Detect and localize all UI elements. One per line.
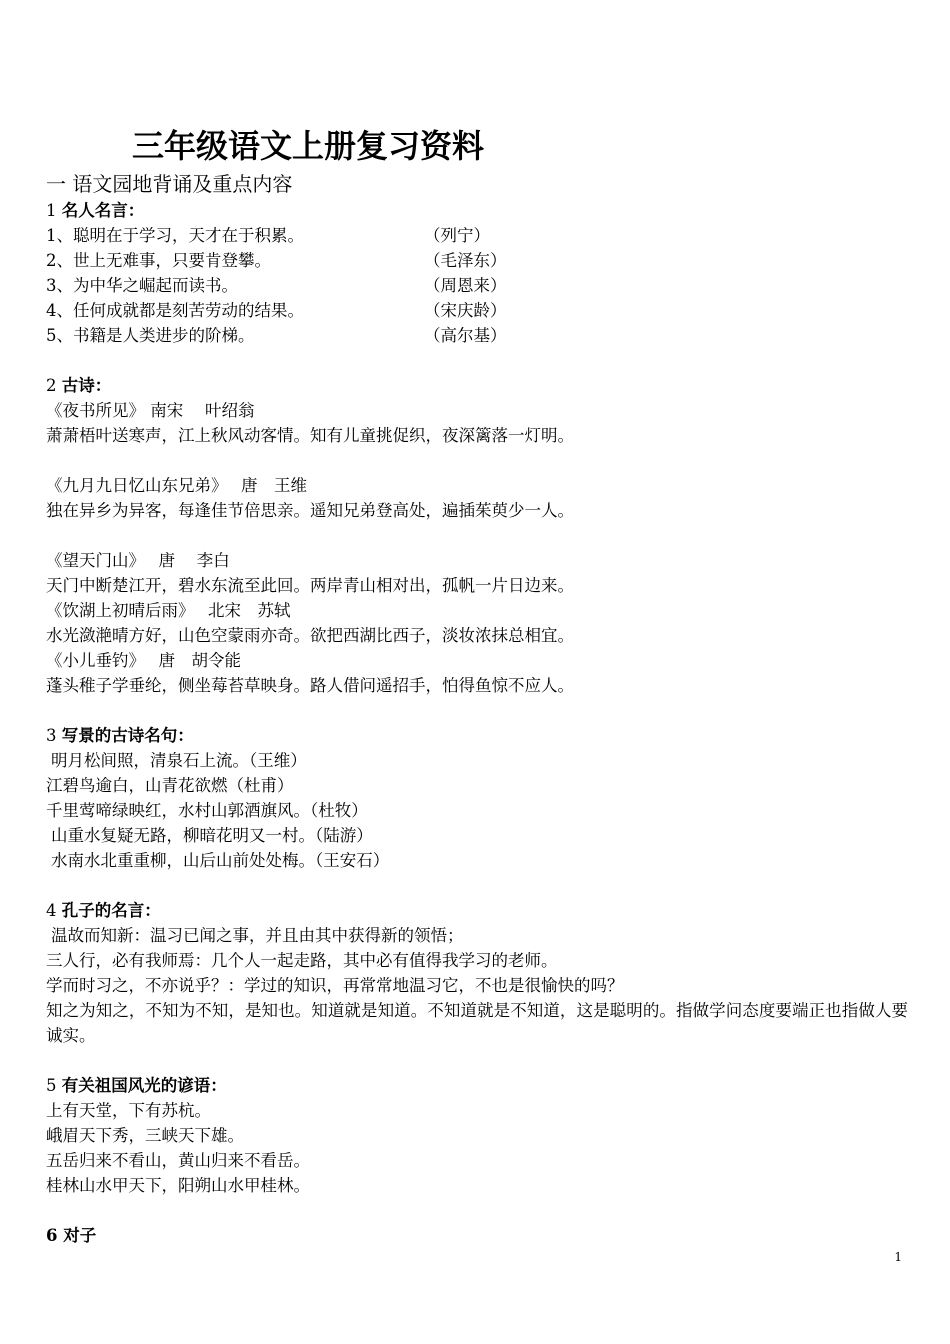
heading-label: 名人名言： xyxy=(61,201,145,220)
scenery-line: 江碧鸟逾白，山青花欲燃（杜甫） xyxy=(46,776,294,795)
poem-body: 水光潋滟晴方好，山色空蒙雨亦奇。欲把西湖比西子，淡妆浓抹总相宜。 xyxy=(46,626,574,645)
document-body xyxy=(46,170,908,1248)
quote-text: 2、世上无难事，只要肯登攀。 xyxy=(46,251,271,270)
quote-row xyxy=(46,273,908,298)
proverb: 峨眉天下秀，三峡天下雄。 xyxy=(46,1126,244,1145)
poem-title: 《小儿垂钓》 唐 胡令能 xyxy=(46,651,241,670)
proverb: 上有天堂，下有苏杭。 xyxy=(46,1101,211,1120)
confucius-saying: 学而时习之，不亦说乎？：学过的知识，再常常地温习它，不也是很愉快的吗？ xyxy=(46,976,624,995)
heading-label: 孔子的名言： xyxy=(61,901,161,920)
quote-text: 5、书籍是人类进步的阶梯。 xyxy=(46,326,255,345)
heading-label: 6 对子 xyxy=(46,1226,97,1245)
proverb: 桂林山水甲天下，阳朔山水甲桂林。 xyxy=(46,1176,310,1195)
spacer xyxy=(46,348,908,373)
scenery-lines-heading xyxy=(46,723,908,748)
quote-author: （周恩来） xyxy=(424,276,507,295)
heading-label: 古诗： xyxy=(61,376,112,395)
scenery-line: 明月松间照，清泉石上流。（王维） xyxy=(51,751,307,770)
confucius-saying: 温故而知新：温习已闻之事，并且由其中获得新的领悟； xyxy=(51,926,464,945)
poem-body: 天门中断楚江开，碧水东流至此回。两岸青山相对出，孤帆一片日边来。 xyxy=(46,576,574,595)
confucius-saying: 三人行，必有我师焉：几个人一起走路，其中必有值得我学习的老师。 xyxy=(46,951,558,970)
scenery-line: 山重水复疑无路，柳暗花明又一村。（陆游） xyxy=(51,826,373,845)
heading-number: 4 xyxy=(46,901,57,920)
poem-title: 《九月九日忆山东兄弟》 唐 王维 xyxy=(46,476,307,495)
spacer xyxy=(46,523,908,548)
quote-author: （列宁） xyxy=(424,226,490,245)
scenery-line: 水南水北重重柳，山后山前处处梅。（王安石） xyxy=(51,851,390,870)
quote-text: 3、为中华之崛起而读书。 xyxy=(46,276,238,295)
confucius-heading xyxy=(46,898,908,923)
quote-author: （宋庆龄） xyxy=(424,301,507,320)
poems-heading xyxy=(46,373,908,398)
spacer xyxy=(46,873,908,898)
confucius-saying: 知之为知之，不知为不知，是知也。知道就是知道。不知道就是不知道，这是聪明的。指做学问态度要端正也指做人要诚实。 xyxy=(46,1001,908,1045)
poem-body: 独在异乡为异客，每逢佳节倍思亲。遥知兄弟登高处，遍插茱萸少一人。 xyxy=(46,501,574,520)
poem-title: 《望天门山》 唐 李白 xyxy=(46,551,230,570)
heading-label: 写景的古诗名句： xyxy=(61,726,194,745)
poem-title: 《夜书所见》 南宋 叶绍翁 xyxy=(46,401,255,420)
quote-author: （高尔基） xyxy=(424,326,507,345)
page-number: 1 xyxy=(894,1250,902,1264)
heading-number: 3 xyxy=(46,726,57,745)
quote-row xyxy=(46,248,908,273)
proverbs-heading xyxy=(46,1073,908,1098)
quote-row xyxy=(46,223,908,248)
quote-author: （毛泽东） xyxy=(424,251,507,270)
famous-quotes-heading xyxy=(46,198,908,223)
quote-text: 1、聪明在于学习，天才在于积累。 xyxy=(46,226,304,245)
section-title: 一 语文园地背诵及重点内容 xyxy=(46,172,293,196)
spacer xyxy=(46,448,908,473)
proverb: 五岳归来不看山，黄山归来不看岳。 xyxy=(46,1151,310,1170)
heading-number: 5 xyxy=(46,1076,57,1095)
poem-body: 萧萧梧叶送寒声，江上秋风动客情。知有儿童挑促织，夜深篱落一灯明。 xyxy=(46,426,574,445)
heading-number: 1 xyxy=(46,201,57,220)
quote-text: 4、任何成就都是刻苦劳动的结果。 xyxy=(46,301,304,320)
scenery-line: 千里莺啼绿映红，水村山郭酒旗风。（杜牧） xyxy=(46,801,368,820)
poem-title: 《饮湖上初晴后雨》 北宋 苏轼 xyxy=(46,601,291,620)
quote-row xyxy=(46,323,908,348)
heading-number: 2 xyxy=(46,376,57,395)
document-title: 三年级语文上册复习资料 xyxy=(132,127,485,165)
spacer xyxy=(46,698,908,723)
spacer xyxy=(46,1198,908,1223)
couplets-heading xyxy=(46,1223,908,1248)
poem-body: 蓬头稚子学垂纶，侧坐莓苔草映身。路人借问遥招手，怕得鱼惊不应人。 xyxy=(46,676,574,695)
quote-row xyxy=(46,298,908,323)
spacer xyxy=(46,1048,908,1073)
heading-label: 有关祖国风光的谚语： xyxy=(61,1076,227,1095)
